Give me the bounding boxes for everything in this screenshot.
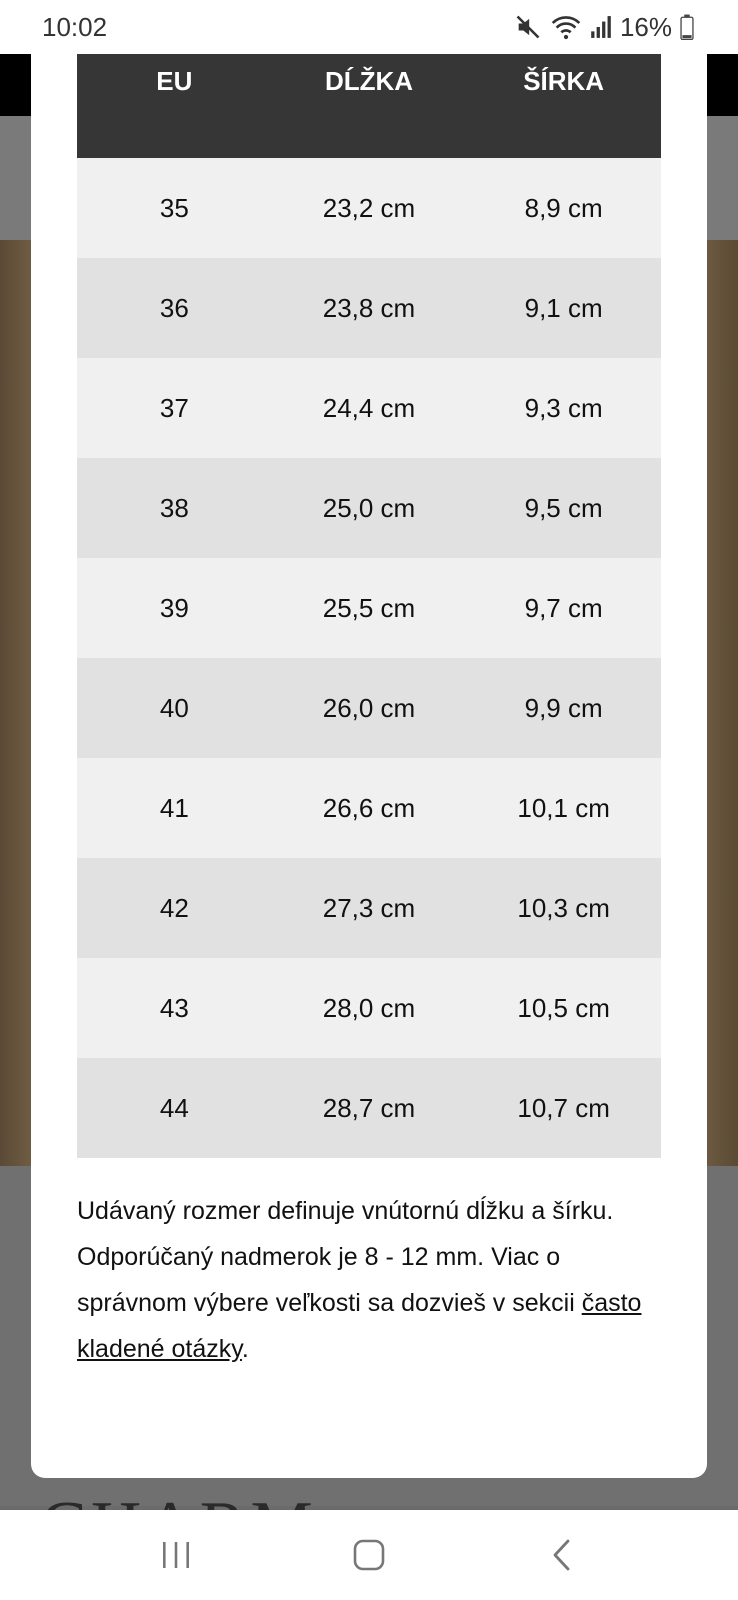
table-row [77, 158, 661, 258]
status-icons [514, 12, 694, 43]
battery-percent: 16% [619, 11, 672, 42]
cell-length: 28,7 cm [322, 1092, 416, 1123]
table-header [77, 54, 661, 158]
home-icon [352, 1538, 386, 1572]
header-width: ŠÍRKA [523, 66, 605, 96]
table-row [77, 458, 661, 558]
cell-length: 26,0 cm [322, 692, 416, 723]
cell-length: 23,2 cm [322, 192, 416, 223]
cell-eu: 41 [159, 792, 189, 823]
header-eu: EU [156, 66, 193, 96]
cell-eu: 35 [159, 192, 189, 223]
cell-width: 10,3 cm [517, 892, 610, 923]
cell-length: 27,3 cm [322, 892, 416, 923]
back-icon [549, 1538, 575, 1572]
table-row [77, 958, 661, 1058]
table-row [77, 558, 661, 658]
cell-length: 25,0 cm [322, 492, 416, 523]
cell-eu: 44 [159, 1092, 189, 1123]
cell-width: 9,3 cm [524, 392, 603, 423]
battery-icon [680, 14, 694, 40]
recent-apps-icon [159, 1540, 193, 1570]
size-note-text: Udávaný rozmer definuje vnútornú dĺžku a šírku. Odporúčaný nadmerok je 8 - 12 mm. Viac o správnom výbere veľkosti sa dozvieš v sekcii [77, 1197, 614, 1317]
table-row [77, 758, 661, 858]
table-row [77, 258, 661, 358]
faq-link[interactable]: často kladené otázky [77, 1289, 642, 1363]
cell-width: 9,9 cm [524, 692, 603, 723]
cell-eu: 38 [159, 492, 189, 523]
cell-eu: 36 [159, 292, 189, 323]
cell-eu: 39 [159, 592, 189, 623]
mute-icon [514, 13, 542, 41]
cell-width: 10,7 cm [517, 1092, 610, 1123]
header-length: DĹŽKA [324, 66, 414, 96]
cell-length: 25,5 cm [322, 592, 416, 623]
table-row [77, 358, 661, 458]
home-button[interactable] [339, 1525, 399, 1585]
table-row [77, 858, 661, 958]
cell-width: 10,1 cm [517, 792, 610, 823]
table-row [77, 658, 661, 758]
cell-width: 9,7 cm [524, 592, 603, 623]
size-guide-modal [31, 54, 707, 1478]
recent-apps-button[interactable] [146, 1525, 206, 1585]
cell-width: 8,9 cm [524, 192, 603, 223]
cell-length: 23,8 cm [322, 292, 416, 323]
cell-eu: 37 [159, 392, 189, 423]
status-time: 10:02 [42, 11, 108, 42]
cell-eu: 42 [159, 892, 189, 923]
status-bar [0, 0, 738, 54]
signal-icon [590, 15, 612, 39]
cell-width: 9,1 cm [524, 292, 603, 323]
size-note [77, 1188, 667, 1372]
size-table [77, 54, 661, 1158]
cell-eu: 43 [159, 992, 189, 1023]
back-button[interactable] [532, 1525, 592, 1585]
cell-length: 24,4 cm [322, 392, 416, 423]
cell-length: 28,0 cm [322, 992, 416, 1023]
cell-length: 26,6 cm [322, 792, 416, 823]
cell-width: 10,5 cm [517, 992, 610, 1023]
table-row [77, 1058, 661, 1158]
cell-eu: 40 [159, 692, 189, 723]
size-note-suffix: . [241, 1335, 249, 1363]
navigation-bar [0, 1510, 738, 1600]
cell-width: 9,5 cm [524, 492, 603, 523]
wifi-icon [550, 13, 582, 41]
